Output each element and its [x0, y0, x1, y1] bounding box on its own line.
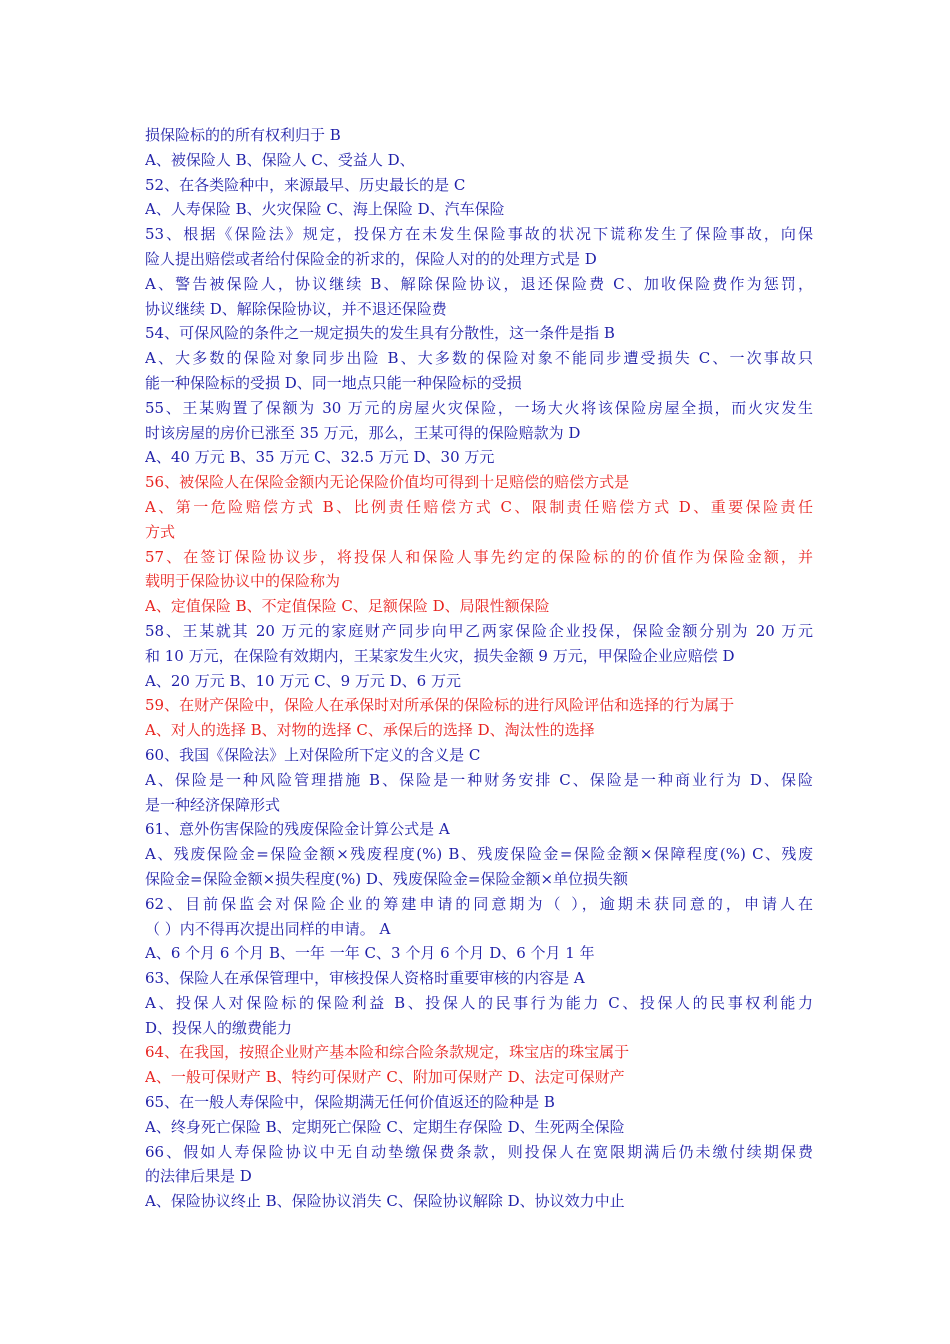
text-line: D、投保人的缴费能力	[145, 1018, 293, 1037]
text-line: A、保险是一种风险管理措施 B、保险是一种财务安排 C、保险是一种商业行为 D、保险	[145, 770, 813, 789]
text-line: 能一种保险标的受损 D、同一地点只能一种保险标的受损	[145, 373, 522, 392]
text-line: 62、目前保监会对保险企业的筹建申请的同意期为（ ），逾期未获同意的，申请人在	[145, 894, 813, 913]
text-line: A、残废保险金=保险金额×残废程度(%) B、残废保险金=保险金额×保障程度(%) C、残废	[145, 845, 813, 864]
text-line: 66、假如人寿保险协议中无自动垫缴保费条款，则投保人在宽限期满后仍未缴付续期保费	[145, 1142, 813, 1161]
text-line: 55、王某购置了保额为 30 万元的房屋火灾保险，一场大火将该保险房屋全损，而火灾发生	[145, 398, 813, 417]
text-line: 63、保险人在承保管理中，审核投保人资格时重要审核的内容是 A	[145, 969, 585, 988]
text-line: 的法律后果是 D	[145, 1167, 252, 1186]
text-line: 60、我国《保险法》上对保险所下定义的含义是 C	[145, 745, 481, 764]
text-line: A、6 个月 6 个月 B、一年 一年 C、3 个月 6 个月 D、6 个月 1 年	[145, 944, 595, 963]
text-line: A、40 万元 B、35 万元 C、32.5 万元 D、30 万元	[145, 448, 495, 467]
text-line: 58、王某就其 20 万元的家庭财产同步向甲乙两家保险企业投保，保险金额分别为 20 万元	[145, 621, 813, 640]
text-line: 险人提出赔偿或者给付保险金的祈求的，保险人对的的处理方式是 D	[145, 249, 597, 268]
question-list	[145, 123, 813, 1214]
text-line: 损保险标的的所有权利归于 B	[145, 126, 341, 144]
text-line: 53、根据《保险法》规定，投保方在未发生保险事故的状况下谎称发生了保险事故，向保	[145, 225, 813, 244]
text-line: 56、被保险人在保险金额内无论保险价值均可得到十足赔偿的赔偿方式是	[145, 473, 630, 492]
text-line: 保险金=保险金额×损失程度(%) D、残废保险金=保险金额×单位损失额	[145, 869, 629, 888]
text-line: A、对人的选择 B、对物的选择 C、承保后的选择 D、淘汰性的选择	[145, 721, 595, 740]
text-line: 57、在签订保险协议步，将投保人和保险人事先约定的保险标的的价值作为保险金额，并	[145, 547, 813, 566]
text-line: A、第一危险赔偿方式 B、比例责任赔偿方式 C、限制责任赔偿方式 D、重要保险责任	[145, 497, 813, 516]
text-line: A、保险协议终止 B、保险协议消失 C、保险协议解除 D、协议效力中止	[145, 1192, 625, 1211]
text-line: 协议继续 D、解除保险协议，并不退还保险费	[145, 299, 447, 318]
text-line: 方式	[145, 522, 176, 541]
text-line: A、定值保险 B、不定值保险 C、足额保险 D、局限性额保险	[145, 597, 550, 616]
text-line: （ ）内不得再次提出同样的申请。 A	[145, 919, 391, 938]
text-line: 是一种经济保障形式	[145, 795, 281, 814]
text-line: A、投保人对保险标的保险利益 B、投保人的民事行为能力 C、投保人的民事权利能力	[145, 993, 813, 1012]
text-line: A、人寿保险 B、火灾保险 C、海上保险 D、汽车保险	[145, 200, 505, 219]
text-line: 载明于保险协议中的保险称为	[145, 572, 341, 591]
text-line: 61、意外伤害保险的残废保险金计算公式是 A	[145, 820, 450, 839]
text-line: A、终身死亡保险 B、定期死亡保险 C、定期生存保险 D、生死两全保险	[145, 1117, 625, 1136]
text-line: A、一般可保财产 B、特约可保财产 C、附加可保财产 D、法定可保财产	[145, 1068, 625, 1087]
text-line: 64、在我国，按照企业财产基本险和综合险条款规定，珠宝店的珠宝属于	[145, 1043, 630, 1062]
text-line: 59、在财产保险中，保险人在承保时对所承保的保险标的进行风险评估和选择的行为属于	[145, 696, 735, 715]
text-line: 54、可保风险的条件之一规定损失的发生具有分散性，这一条件是指 B	[145, 324, 615, 343]
text-line: 65、在一般人寿保险中，保险期满无任何价值返还的险种是 B	[145, 1093, 555, 1112]
text-line: A、被保险人 B、保险人 C、受益人 D、	[145, 150, 415, 169]
text-line: 52、在各类险种中，来源最早、历史最长的是 C	[145, 175, 466, 194]
text-line: A、大多数的保险对象同步出险 B、大多数的保险对象不能同步遭受损失 C、一次事故只	[145, 349, 813, 368]
text-line: A、警告被保险人，协议继续 B、解除保险协议，退还保险费 C、加收保险费作为惩罚，	[145, 274, 813, 293]
text-line: A、20 万元 B、10 万元 C、9 万元 D、6 万元	[145, 671, 461, 690]
text-line: 和 10 万元，在保险有效期内，王某家发生火灾，损失金额 9 万元，甲保险企业应赔偿 D	[145, 646, 735, 665]
text-line: 时该房屋的房价已涨至 35 万元，那么，王某可得的保险赔款为 D	[145, 423, 581, 442]
